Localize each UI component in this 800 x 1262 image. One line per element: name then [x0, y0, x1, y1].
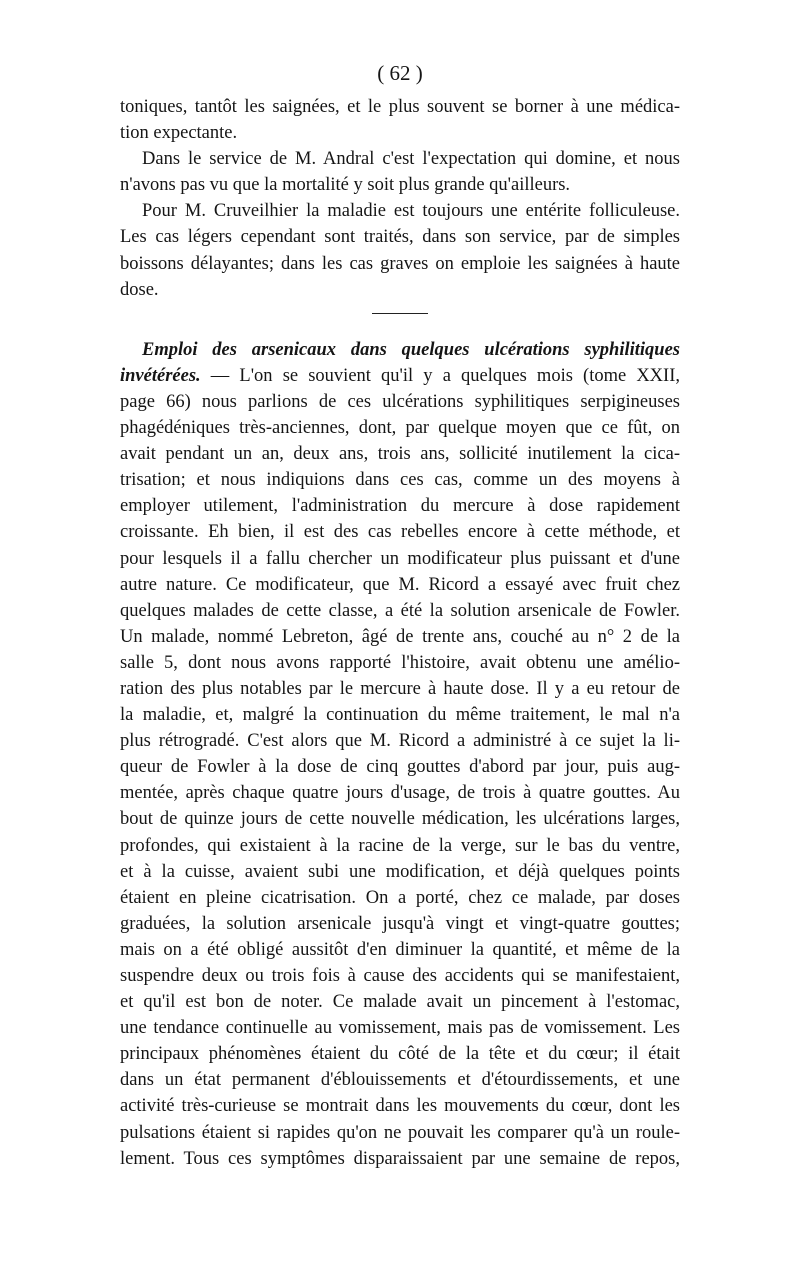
text-line: graduées, la solution arsenicale jusqu'à vingt et vingt-quatre gouttes;: [120, 913, 680, 934]
text-line: dose.: [120, 279, 159, 300]
text-line: pulsations étaient si rapides qu'on ne pouvait les comparer qu'à un roule-: [120, 1122, 680, 1143]
paragraph-continuation: [120, 94, 680, 146]
text-line: phagédéniques très-anciennes, dont, par quelque moyen que ce fût, on: [120, 418, 680, 439]
article-title: Emploi des arsenicaux dans quelques ulcérations syphilitiques: [142, 339, 680, 360]
text-line: principaux phénomènes étaient du côté de la tête et du cœur; il était: [120, 1044, 680, 1065]
text-line: profondes, qui existaient à la racine de la verge, sur le bas du ventre,: [120, 835, 680, 856]
text-line: plus rétrogradé. C'est alors que M. Ricord a administré à ce sujet la li-: [120, 731, 680, 752]
text-line: lement. Tous ces symptômes disparaissaient par une semaine de repos,: [120, 1148, 680, 1169]
text-line: ration des plus notables par le mercure à haute dose. Il y a eu retour de: [120, 678, 680, 699]
page-number: ( 62 ): [377, 61, 423, 85]
text-line: [120, 363, 680, 389]
text-line: queur de Fowler à la dose de cinq gouttes d'abord par jour, puis aug-: [120, 757, 680, 778]
text-line: et qu'il est bon de noter. Ce malade avait un pincement à l'estomac,: [120, 992, 680, 1013]
text-line: salle 5, dont nous avons rapporté l'histoire, avait obtenu une amélio-: [120, 652, 680, 673]
document-page: [120, 58, 680, 1172]
text-line: étaient en pleine cicatrisation. On a porté, chez ce malade, par doses: [120, 887, 680, 908]
text-line: tion expectante.: [120, 123, 238, 144]
section-divider: [372, 313, 428, 314]
text-line: dans un état permanent d'éblouissements et d'étourdissements, et une: [120, 1070, 680, 1091]
text-line: Pour M. Cruveilhier la maladie est toujours une entérite folliculeuse.: [142, 201, 680, 222]
text-line: quelques malades de cette classe, a été la solution arsenicale de Fowler.: [120, 600, 680, 621]
text-line: suspendre deux ou trois fois à cause des accidents qui se manifestaient,: [120, 966, 680, 986]
text-line: page 66) nous parlions de ces ulcérations syphilitiques serpigineuses: [120, 391, 680, 412]
article-arsenicaux: [120, 337, 680, 1172]
text-line: boissons délayantes; dans les cas graves on emploie les saignées à haute: [120, 253, 680, 274]
paragraph-andral: [120, 146, 680, 198]
article-title-end: invétérées.: [120, 365, 201, 386]
text-line: employer utilement, l'administration du mercure à dose rapidement: [120, 496, 680, 517]
text-line: Un malade, nommé Lebreton, âgé de trente ans, couché au n° 2 de la: [120, 626, 680, 647]
text-line: croissante. Eh bien, il est des cas rebelles encore à cette méthode, et: [120, 522, 680, 543]
text-line: une tendance continuelle au vomissement, mais pas de vomissement. Les: [120, 1018, 680, 1039]
text-line: mentée, après chaque quatre jours d'usage, de trois à quatre gouttes. Au: [120, 783, 680, 804]
text-line: Les cas légers cependant sont traités, dans son service, par de simples: [120, 227, 680, 248]
text-line: trisation; et nous indiquions dans ces cas, comme un des moyens à: [120, 470, 680, 491]
text-line: et à la cuisse, avaient subi une modification, et déjà quelques points: [120, 861, 680, 882]
text-line: autre nature. Ce modificateur, que M. Ricord a essayé avec fruit chez: [120, 574, 680, 595]
text-line: pour lesquels il a fallu chercher un modificateur plus puissant et d'une: [120, 548, 680, 569]
article-body: [120, 389, 680, 1172]
text-line: n'avons pas vu que la mortalité y soit plus grande qu'ailleurs.: [120, 175, 571, 196]
article-intro: — L'on se souvient qu'il y a quelques mois (tome XXII,: [200, 365, 680, 386]
text-line: Dans le service de M. Andral c'est l'expectation qui domine, et nous: [142, 149, 680, 170]
text-line: mais on a été obligé aussitôt d'en diminuer la quantité, et même de la: [120, 939, 680, 960]
text-line: avait pendant un an, deux ans, trois ans, sollicité inutilement la cica-: [120, 444, 680, 465]
text-line: activité très-curieuse se montrait dans les mouvements du cœur, dont les: [120, 1096, 680, 1117]
paragraph-cruveilhier: [120, 198, 680, 302]
text-line: bout de quinze jours de cette nouvelle médication, les ulcérations larges,: [120, 809, 680, 830]
text-line: la maladie, et, malgré la continuation du même traitement, le mal n'a: [120, 705, 680, 726]
text-line: toniques, tantôt les saignées, et le plus souvent se borner à une médica-: [120, 97, 680, 117]
